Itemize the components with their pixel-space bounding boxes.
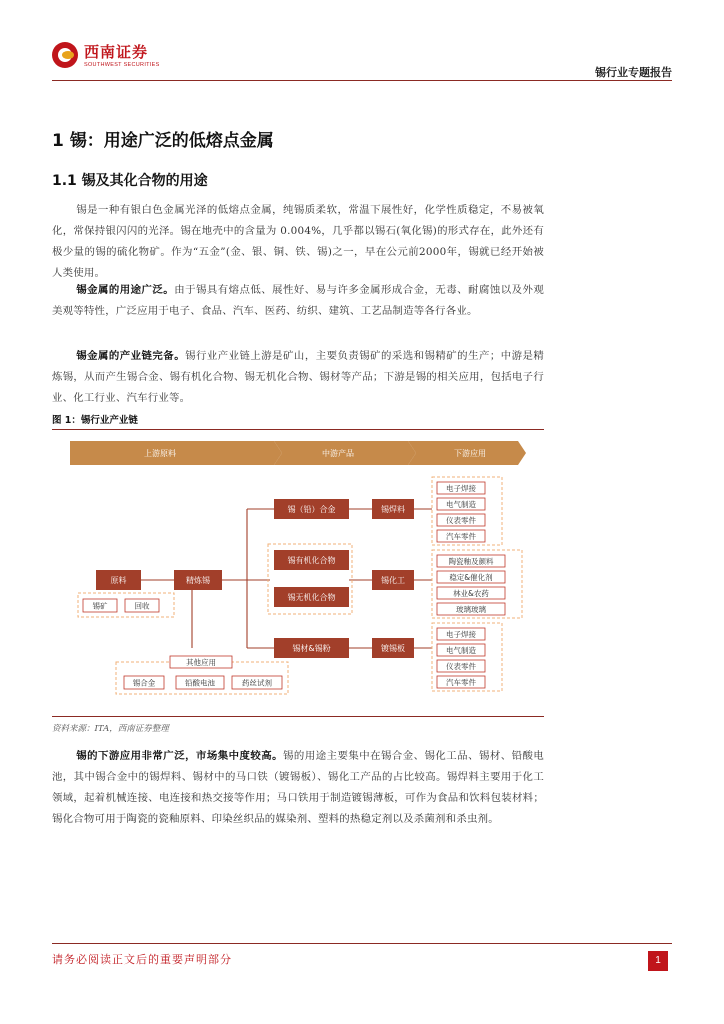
other-apps-label: 其他应用 <box>186 658 216 667</box>
other-app-label: 药丝试剂 <box>242 678 272 688</box>
solder-app-label: 仪表零件 <box>446 516 476 525</box>
solder-app-label: 电子焊接 <box>446 484 476 493</box>
figure-source: 资料来源：ITA，西南证券整理 <box>52 724 169 734</box>
stage-label-upstream: 上游原料 <box>144 449 176 458</box>
page-number: 1 <box>648 951 668 971</box>
stage-label-downstream: 下游应用 <box>454 449 486 458</box>
paragraph-downstream <box>52 746 544 830</box>
paragraph-lead: 锡金属的产业链完备。 <box>76 350 186 362</box>
node-inorganic-label: 锡无机化合物 <box>287 593 336 602</box>
raw-sub-label: 回收 <box>134 601 150 611</box>
figure-bottom-rule <box>52 716 544 717</box>
plate-app-label: 汽车零件 <box>446 678 476 687</box>
node-raw-label: 原料 <box>110 576 127 585</box>
logo-emblem-icon <box>52 42 78 68</box>
paragraph-text: 由于锡具有熔点低、展性好、易与许多金属形成合金，无毒、耐腐蚀以及外观美观等特性，广泛应用于电子、食品、汽车、医药、纺织、建筑、工艺品制造等各行各业。 <box>52 284 545 317</box>
solder-app-label: 电气制造 <box>446 500 476 509</box>
plate-app-label: 电子焊接 <box>446 630 476 639</box>
node-alloy-label: 锡（铅）合金 <box>287 505 336 514</box>
node-organic-label: 锡有机化合物 <box>287 556 336 565</box>
report-title: 锡行业专题报告 <box>595 66 672 79</box>
industry-chain-diagram <box>52 430 544 715</box>
paragraph-text: 锡行业产业链上游是矿山，主要负责锡矿的采选和锡精矿的生产；中游是精炼锡，从而产生锡合金、锡有机化合物、锡无机化合物、锡材等产品；下游是锡的相关应用，包括电子行业、化工行业、汽车行业等。 <box>52 350 545 404</box>
subsection-heading: 1.1 锡及其化合物的用途 <box>52 173 208 189</box>
figure-title: 图 1：锡行业产业链 <box>52 415 138 426</box>
node-plate-label: 镀锡板 <box>381 644 405 653</box>
node-solder-label: 锡焊料 <box>381 505 405 514</box>
node-material-label: 锡材&锡粉 <box>292 644 331 653</box>
node-chem-label: 锡化工 <box>381 576 405 585</box>
paragraph-uses <box>52 280 544 322</box>
other-app-label: 锡合金 <box>132 678 156 688</box>
plate-app-label: 仪表零件 <box>446 662 476 671</box>
paragraph-industry-chain <box>52 346 544 409</box>
header-divider <box>52 80 672 81</box>
company-logo <box>52 42 222 76</box>
chem-app-label: 林业&农药 <box>453 589 489 598</box>
plate-app-label: 电气制造 <box>446 646 476 655</box>
node-refined-label: 精炼锡 <box>186 576 210 585</box>
chem-app-label: 玻璃玻璃 <box>456 605 486 614</box>
other-app-label: 铅酸电池 <box>185 678 215 688</box>
footer-divider <box>52 943 672 944</box>
paragraph-intro <box>52 200 544 284</box>
chem-app-label: 稳定&催化剂 <box>449 573 493 582</box>
chem-app-label: 陶瓷釉及颜料 <box>448 557 494 566</box>
footer-disclaimer: 请务必阅读正文后的重要声明部分 <box>52 953 232 966</box>
stage-label-midstream: 中游产品 <box>322 449 354 458</box>
paragraph-text: 锡的用途主要集中在锡合金、锡化工品、锡材、铅酸电池，其中锡合金中的锡焊料、锡材中的马口铁（镀锡板）、锡化工产品的占比较高。锡焊料主要用于化工领域，起着机械连接、电连接和热交接等作用；马口铁用于制造镀锡薄板，可作为食品和饮料包装材料；锡化合物可用于陶瓷的瓷釉原料、印染丝织品的媒染剂、塑料的热稳定剂以及杀菌剂和杀虫剂。 <box>52 750 545 825</box>
raw-sub-label: 锡矿 <box>92 601 108 611</box>
paragraph-text: 锡是一种有银白色金属光泽的低熔点金属，纯锡质柔软，常温下展性好，化学性质稳定，不易被氧化，常保持银闪闪的光泽。锡在地壳中的含量为 0.004%，几乎都以锡石(氧化锡)的形式存在，此外还有极少量的锡的硫化物矿。作为“五金”(金、银、铜、铁、锡)之一，早在公元前2000年，锡就已经开始被人类使用。 <box>52 204 544 279</box>
section-heading: 1 锡：用途广泛的低熔点金属 <box>52 131 274 151</box>
paragraph-lead: 锡金属的用途广泛。 <box>76 284 175 296</box>
logo-english-name: SOUTHWEST SECURITIES <box>84 62 160 68</box>
solder-app-label: 汽车零件 <box>446 532 476 541</box>
logo-chinese-name: 西南证券 <box>84 43 149 61</box>
stage-banner-upstream <box>70 441 282 465</box>
paragraph-lead: 锡的下游应用非常广泛，市场集中度较高。 <box>76 750 284 762</box>
